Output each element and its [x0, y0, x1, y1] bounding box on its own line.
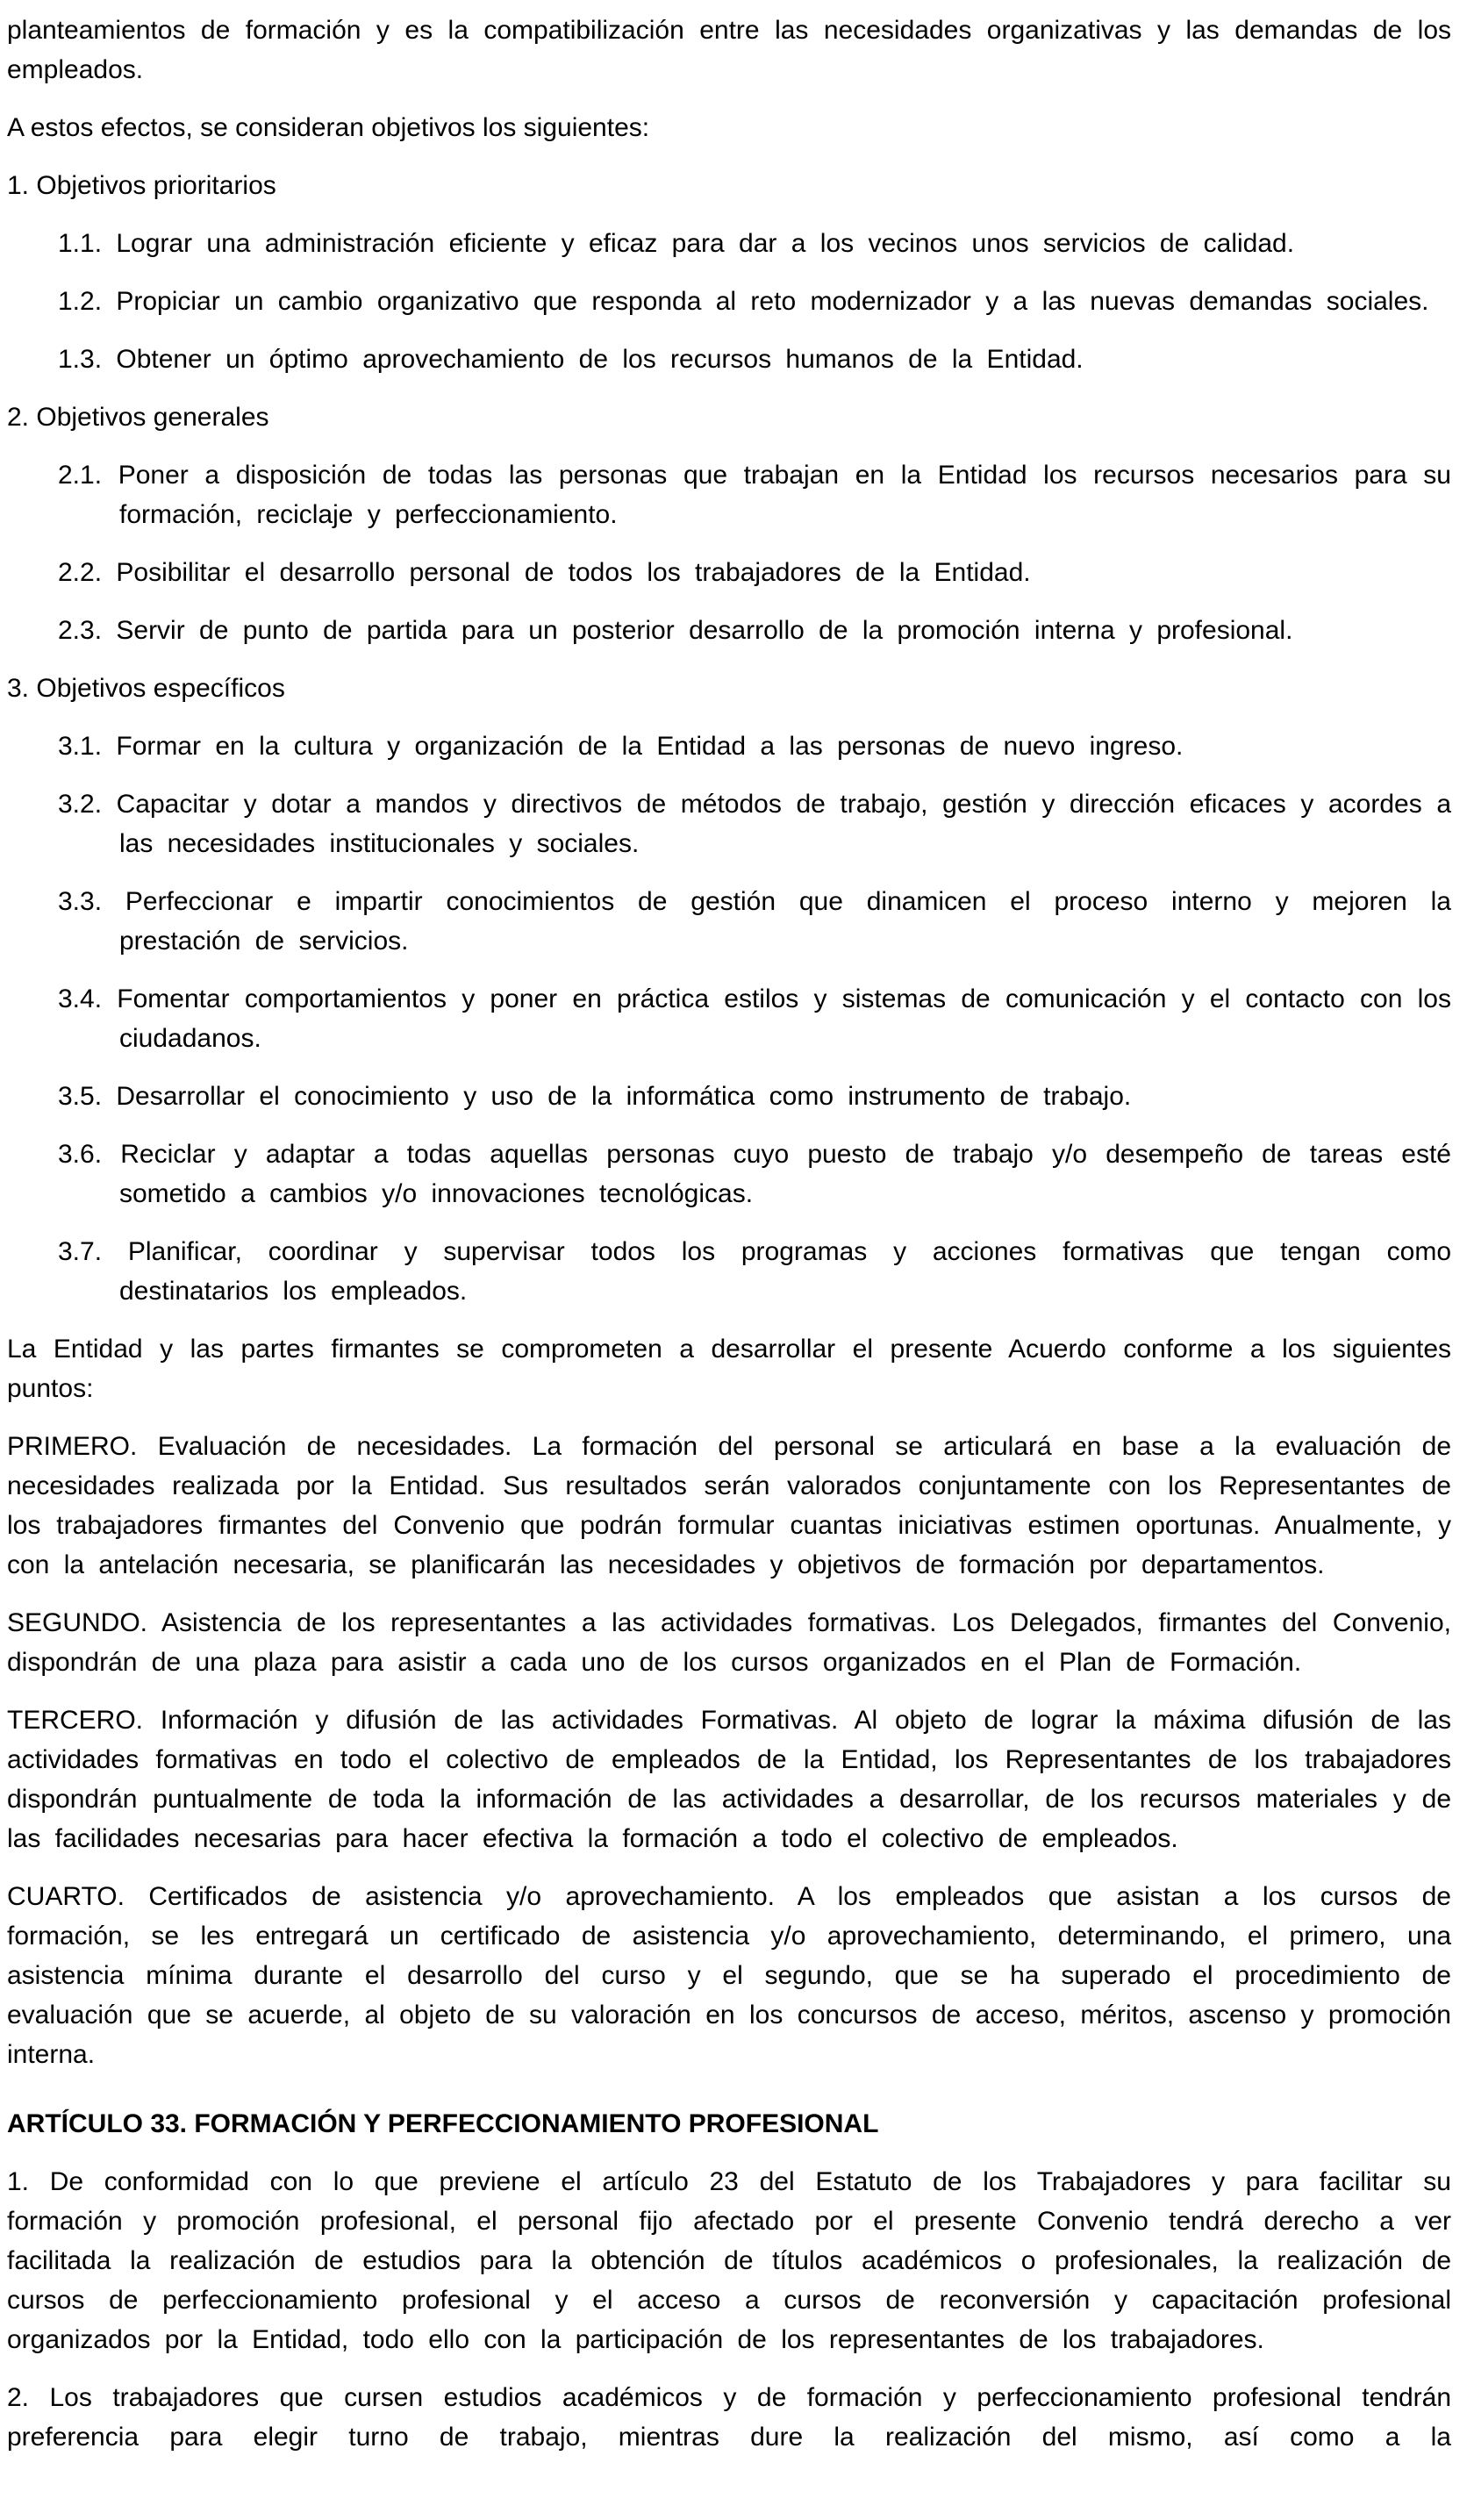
- list-item: 3.4. Fomentar comportamientos y poner en práctica estilos y sistemas de comunicación y el contacto con los ciudadanos.: [58, 984, 1451, 1053]
- list-item: 2.3. Servir de punto de partida para un posterior desarrollo de la promoción interna y profesional.: [58, 616, 1293, 645]
- body-paragraph: planteamientos de formación y es la compatibilización entre las necesidades organizativas y las demandas de los empleados.: [7, 16, 1451, 84]
- body-paragraph: A estos efectos, se consideran objetivos los siguientes:: [7, 113, 650, 142]
- section-heading: 1. Objetivos prioritarios: [7, 171, 276, 200]
- section-heading: 2. Objetivos generales: [7, 403, 269, 432]
- body-paragraph: 1. De conformidad con lo que previene el artículo 23 del Estatuto de los Trabajadores y para facilitar su formación y promoción profesional, el personal fijo afectado por el presente Convenio tendrá derecho a ver facilitada la realización de estudios para la obtención de títulos académicos o profesionales, la realización de cursos de perfeccionamiento profesional y el acceso a cursos de reconversión y capacitación profesional organizados por la Entidad, todo ello con la participación de los representantes de los trabajadores.: [7, 2167, 1451, 2354]
- list-item: 3.2. Capacitar y dotar a mandos y directivos de métodos de trabajo, gestión y dirección eficaces y acordes a las necesidades institucionales y sociales.: [58, 790, 1451, 858]
- document-text-block: [7, 11, 1451, 2457]
- body-paragraph: La Entidad y las partes firmantes se comprometen a desarrollar el presente Acuerdo conforme a los siguientes puntos:: [7, 1335, 1451, 1403]
- list-item: 2.1. Poner a disposición de todas las personas que trabajan en la Entidad los recursos necesarios para su formación, reciclaje y perfeccionamiento.: [58, 461, 1451, 529]
- article-heading: ARTÍCULO 33. FORMACIÓN Y PERFECCIONAMIENTO PROFESIONAL: [7, 2109, 879, 2138]
- body-paragraph: TERCERO. Información y difusión de las actividades Formativas. Al objeto de lograr la máxima difusión de las actividades formativas en todo el colectivo de empleados de la Entidad, los Representantes de los trabajadores dispondrán puntualmente de toda la información de las actividades a desarrollar, de los recursos materiales y de las facilidades necesarias para hacer efectiva la formación a todo el colectivo de empleados.: [7, 1706, 1451, 1853]
- list-item: 3.3. Perfeccionar e impartir conocimientos de gestión que dinamicen el proceso interno y mejoren la prestación de servicios.: [58, 887, 1451, 956]
- list-item: 3.7. Planificar, coordinar y supervisar todos los programas y acciones formativas que tengan como destinatarios los empleados.: [58, 1237, 1451, 1306]
- list-item: 3.1. Formar en la cultura y organización de la Entidad a las personas de nuevo ingreso.: [58, 732, 1184, 761]
- body-paragraph: CUARTO. Certificados de asistencia y/o aprovechamiento. A los empleados que asistan a los cursos de formación, se les entregará un certificado de asistencia y/o aprovechamiento, determinando, el primero, una asistencia mínima durante el desarrollo del curso y el segundo, que se ha superado el procedimiento de evaluación que se acuerde, al objeto de su valoración en los concursos de acceso, méritos, ascenso y promoción interna.: [7, 1882, 1451, 2069]
- body-paragraph: PRIMERO. Evaluación de necesidades. La formación del personal se articulará en base a la evaluación de necesidades realizada por la Entidad. Sus resultados serán valorados conjuntamente con los Representantes de los trabajadores firmantes del Convenio que podrán formular cuantas iniciativas estimen oportunas. Anualmente, y con la antelación necesaria, se planificarán las necesidades y objetivos de formación por departamentos.: [7, 1432, 1451, 1579]
- body-paragraph: 2. Los trabajadores que cursen estudios académicos y de formación y perfeccionamiento profesional tendrán preferencia para elegir turno de trabajo, mientras dure la realización del mismo, así como a la: [7, 2383, 1451, 2452]
- list-item: 1.1. Lograr una administración eficiente y eficaz para dar a los vecinos unos servicios de calidad.: [58, 229, 1295, 258]
- list-item: 1.3. Obtener un óptimo aprovechamiento de los recursos humanos de la Entidad.: [58, 345, 1084, 374]
- section-heading: 3. Objetivos específicos: [7, 674, 285, 703]
- list-item: 3.6. Reciclar y adaptar a todas aquellas personas cuyo puesto de trabajo y/o desempeño de tareas esté sometido a cambios y/o innovaciones tecnológicas.: [58, 1140, 1451, 1208]
- list-item: 1.2. Propiciar un cambio organizativo que responda al reto modernizador y a las nuevas demandas sociales.: [58, 287, 1429, 316]
- list-item: 3.5. Desarrollar el conocimiento y uso de la informática como instrumento de trabajo.: [58, 1082, 1132, 1111]
- list-item: 2.2. Posibilitar el desarrollo personal de todos los trabajadores de la Entidad.: [58, 558, 1031, 587]
- body-paragraph: SEGUNDO. Asistencia de los representantes a las actividades formativas. Los Delegados, firmantes del Convenio, dispondrán de una plaza para asistir a cada uno de los cursos organizados en el Plan de Formación.: [7, 1608, 1451, 1677]
